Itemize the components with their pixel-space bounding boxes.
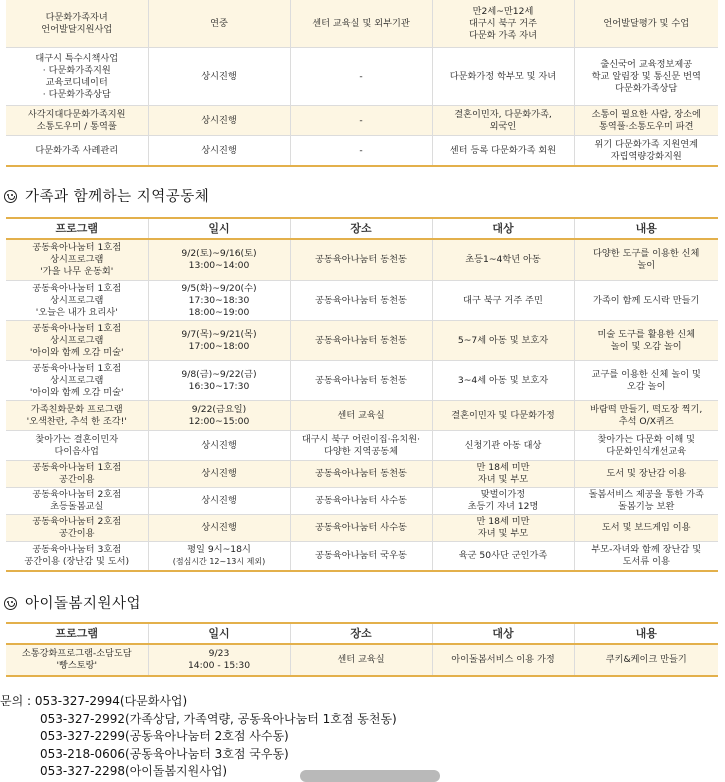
- column-header: 프로그램: [6, 218, 148, 239]
- cell-target: 신청기관 아동 대상: [432, 431, 574, 461]
- cell-time: 상시진행: [148, 488, 290, 515]
- cell-target: 맞벌이가정 초등기 자녀 12명: [432, 488, 574, 515]
- cell-program: 공동육아나눔터 1호점 상시프로그램 '아이와 함께 오감 미술': [6, 361, 148, 401]
- cell-program: 사각지대다문화가족지원 소통도우미 / 통역풀: [6, 106, 148, 136]
- cell-time: 9/2(토)~9/16(토) 13:00~14:00: [148, 239, 290, 281]
- cell-place: -: [290, 106, 432, 136]
- cell-target: 만 18세 미만 자녀 및 부모: [432, 461, 574, 488]
- table-row: [6, 321, 718, 361]
- smile-icon: [4, 190, 17, 203]
- cell-place: 센터 교육실 및 외부기관: [290, 0, 432, 48]
- cell-time: 평일 9시~18시 (점심시간 12~13시 제외): [148, 542, 290, 572]
- cell-program: 대구시 특수시책사업 · 다문화가족지원 교육코디네이터 · 다문화가족상담: [6, 48, 148, 106]
- time-note: (점심시간 12~13시 제외): [172, 557, 266, 566]
- table-row: [6, 515, 718, 542]
- table-community: [6, 217, 718, 572]
- cell-place: 공동육아나눔터 동천동: [290, 361, 432, 401]
- cell-content: 미술 도구를 활용한 신체 놀이 및 오감 놀이: [574, 321, 718, 361]
- table-multicultural: [6, 0, 718, 167]
- contact-line: 053-327-2992(가족상담, 가족역량, 공동육아나눔터 1호점 동천동): [40, 711, 397, 726]
- cell-target: 3~4세 아동 및 보호자: [432, 361, 574, 401]
- cell-content: 출신국어 교육정보제공 학교 알림장 및 통신문 번역 다문화가족상담: [574, 48, 718, 106]
- cell-content: 쿠키&케이크 만들기: [574, 644, 718, 676]
- table-row: [6, 361, 718, 401]
- cell-place: 공동육아나눔터 국우동: [290, 542, 432, 572]
- cell-content: 가족이 함께 도시락 만들기: [574, 281, 718, 321]
- cell-time: 9/22(금요일) 12:00~15:00: [148, 401, 290, 431]
- cell-place: 공동육아나눔터 동천동: [290, 321, 432, 361]
- cell-program: 공동육아나눔터 1호점 공간이용: [6, 461, 148, 488]
- column-header: 프로그램: [6, 623, 148, 644]
- cell-content: 언어발달평가 및 수업: [574, 0, 718, 48]
- cell-time: 9/7(목)~9/21(목) 17:00~18:00: [148, 321, 290, 361]
- contact-line: 053-218-0606(공동육아나눔터 3호점 국우동): [40, 746, 289, 761]
- cell-place: 대구시 북구 어린이집·유치원· 다양한 지역공동체: [290, 431, 432, 461]
- smile-icon: [4, 597, 17, 610]
- section-title-community: 가족과 함께하는 지역공동체: [4, 185, 209, 206]
- cell-place: 공동육아나눔터 동천동: [290, 461, 432, 488]
- cell-program: 공동육아나눔터 2호점 초등돌봄교실: [6, 488, 148, 515]
- cell-program: 가족친화문화 프로그램 '오색찬란, 추석 한 조각!': [6, 401, 148, 431]
- cell-time: 상시진행: [148, 461, 290, 488]
- cell-time: 9/8(금)~9/22(금) 16:30~17:30: [148, 361, 290, 401]
- cell-target: 아이돌봄서비스 이용 가정: [432, 644, 574, 676]
- cell-place: 공동육아나눔터 사수동: [290, 488, 432, 515]
- cell-time: 상시진행: [148, 136, 290, 167]
- cell-program: 공동육아나눔터 1호점 상시프로그램 '아이와 함께 오감 미술': [6, 321, 148, 361]
- column-header: 일시: [148, 218, 290, 239]
- table-childcare: [6, 622, 718, 677]
- cell-target: 다문화가정 학부모 및 자녀: [432, 48, 574, 106]
- cell-target: 대구 북구 거주 주민: [432, 281, 574, 321]
- table-row: [6, 239, 718, 281]
- cell-content: 위기 다문화가족 지원연계 자립역량강화지원: [574, 136, 718, 167]
- cell-target: 육군 50사단 군인가족: [432, 542, 574, 572]
- cell-content: 바람떡 만들기, 떡도장 찍기, 추석 O/X퀴즈: [574, 401, 718, 431]
- cell-program: 소통강화프로그램-소담도담 '빵스토랑': [6, 644, 148, 676]
- column-header: 장소: [290, 623, 432, 644]
- table-row: [6, 48, 718, 106]
- table-row: [6, 461, 718, 488]
- cell-content: 도서 및 보드게임 이용: [574, 515, 718, 542]
- cell-place: 공동육아나눔터 동천동: [290, 239, 432, 281]
- section-title-childcare: 아이돌봄지원사업: [4, 592, 141, 613]
- cell-content: 소통이 필요한 사람, 장소에 통역풀·소통도우미 파견: [574, 106, 718, 136]
- cell-time: 연중: [148, 0, 290, 48]
- cell-time: 9/23 14:00 - 15:30: [148, 644, 290, 676]
- cell-target: 결혼이민자, 다문화가족, 외국인: [432, 106, 574, 136]
- cell-place: -: [290, 136, 432, 167]
- table-row: [6, 136, 718, 167]
- contact-line: 문의 : 053-327-2994(다문화사업): [0, 694, 188, 708]
- cell-program: 찾아가는 결혼이민자 다이음사업: [6, 431, 148, 461]
- cell-program: 공동육아나눔터 1호점 상시프로그램 '오늘은 내가 요리사': [6, 281, 148, 321]
- cell-program: 공동육아나눔터 2호점 공간이용: [6, 515, 148, 542]
- table-row: [6, 488, 718, 515]
- table-row: [6, 0, 718, 48]
- cell-target: 초등1~4학년 아동: [432, 239, 574, 281]
- cell-place: -: [290, 48, 432, 106]
- cell-target: 만2세~만12세 대구시 북구 거주 다문화 가족 자녀: [432, 0, 574, 48]
- table-row: [6, 431, 718, 461]
- cell-program: 다문화가족자녀 언어발달지원사업: [6, 0, 148, 48]
- contact-info: [0, 693, 397, 781]
- column-header: 대상: [432, 218, 574, 239]
- cell-content: 돌봄서비스 제공을 통한 가족 돌봄기능 보완: [574, 488, 718, 515]
- cell-target: 결혼이민자 및 다문화가정: [432, 401, 574, 431]
- cell-program: 다문화가족 사례관리: [6, 136, 148, 167]
- cell-place: 센터 교육실: [290, 401, 432, 431]
- table-row: [6, 644, 718, 676]
- cell-target: 5~7세 아동 및 보호자: [432, 321, 574, 361]
- table-row: [6, 106, 718, 136]
- cell-time: 상시진행: [148, 515, 290, 542]
- contact-line: 053-327-2298(아이돌봄지원사업): [40, 764, 228, 779]
- cell-place: 센터 교육실: [290, 644, 432, 676]
- cell-content: 도서 및 장난감 이용: [574, 461, 718, 488]
- cell-time: 상시진행: [148, 106, 290, 136]
- cell-time: 상시진행: [148, 48, 290, 106]
- table-row: [6, 281, 718, 321]
- cell-content: 찾아가는 다문화 이해 및 다문화인식개선교육: [574, 431, 718, 461]
- cell-program: 공동육아나눔터 3호점 공간이용 (장난감 및 도서): [6, 542, 148, 572]
- scrollbar-thumb[interactable]: [300, 770, 440, 782]
- cell-target: 센터 등록 다문화가족 회원: [432, 136, 574, 167]
- column-header: 내용: [574, 623, 718, 644]
- cell-content: 교구를 이용한 신체 놀이 및 오감 놀이: [574, 361, 718, 401]
- column-header: 장소: [290, 218, 432, 239]
- contact-line: 053-327-2299(공동육아나눔터 2호점 사수동): [40, 729, 289, 744]
- column-header: 일시: [148, 623, 290, 644]
- cell-program: 공동육아나눔터 1호점 상시프로그램 '가을 나무 운동회': [6, 239, 148, 281]
- column-header: 내용: [574, 218, 718, 239]
- table-row: [6, 542, 718, 572]
- cell-content: 부모-자녀와 함께 장난감 및 도서류 이용: [574, 542, 718, 572]
- cell-time: 9/5(화)~9/20(수) 17:30~18:30 18:00~19:00: [148, 281, 290, 321]
- table-row: [6, 401, 718, 431]
- cell-target: 만 18세 미만 자녀 및 부모: [432, 515, 574, 542]
- column-header: 대상: [432, 623, 574, 644]
- cell-content: 다양한 도구를 이용한 신체 놀이: [574, 239, 718, 281]
- cell-place: 공동육아나눔터 사수동: [290, 515, 432, 542]
- cell-time: 상시진행: [148, 431, 290, 461]
- cell-place: 공동육아나눔터 동천동: [290, 281, 432, 321]
